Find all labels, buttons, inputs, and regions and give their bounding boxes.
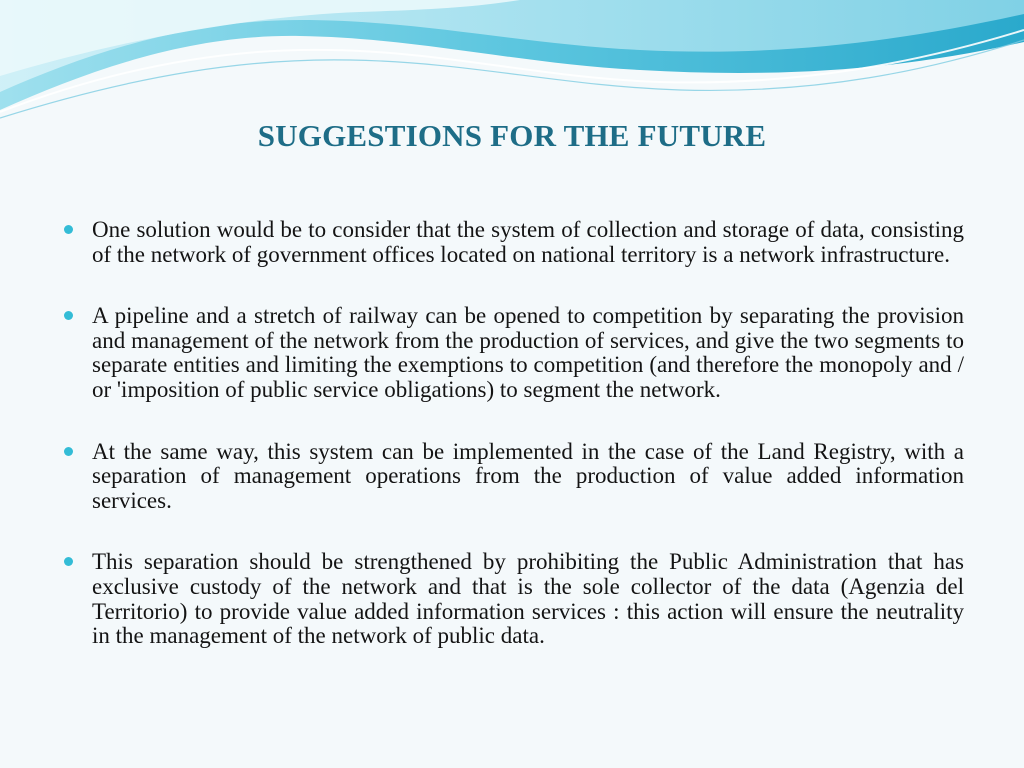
bullet-text: At the same way, this system can be implemented in the case of the Land Registry, with a separation of management operations from the production of value added information services. (92, 438, 964, 513)
bullet-item (62, 218, 964, 267)
bullet-list (62, 218, 964, 686)
bullet-text: This separation should be strengthened by prohibiting the Public Administration that has exclusive custody of the network and that is the sole collector of the data (Agenzia del Territorio) to provide value added information services : this action will ensure the neutrality in the management of the network of public data. (92, 549, 964, 649)
slide-title: SUGGESTIONS FOR THE FUTURE (257, 118, 767, 153)
bullet-text: One solution would be to consider that the system of collection and storage of data, consisting of the network of government offices located on national territory is a network infrastructure. (92, 217, 964, 267)
bullet-dot-icon (64, 311, 73, 320)
header-wave-decoration (0, 0, 1024, 130)
bullet-item (62, 304, 964, 402)
bullet-text: A pipeline and a stretch of railway can be opened to competition by separating the provision and management of the network from the production of services, and give the two segments to separate entities and limiting the exemptions to competition (and therefore the monopoly and / or 'imposition of public service obligations) to segment the network. (92, 303, 964, 402)
bullet-dot-icon (64, 557, 73, 566)
bullet-item (62, 550, 964, 648)
bullet-item (62, 440, 964, 514)
bullet-dot-icon (64, 447, 73, 456)
bullet-dot-icon (64, 225, 73, 234)
